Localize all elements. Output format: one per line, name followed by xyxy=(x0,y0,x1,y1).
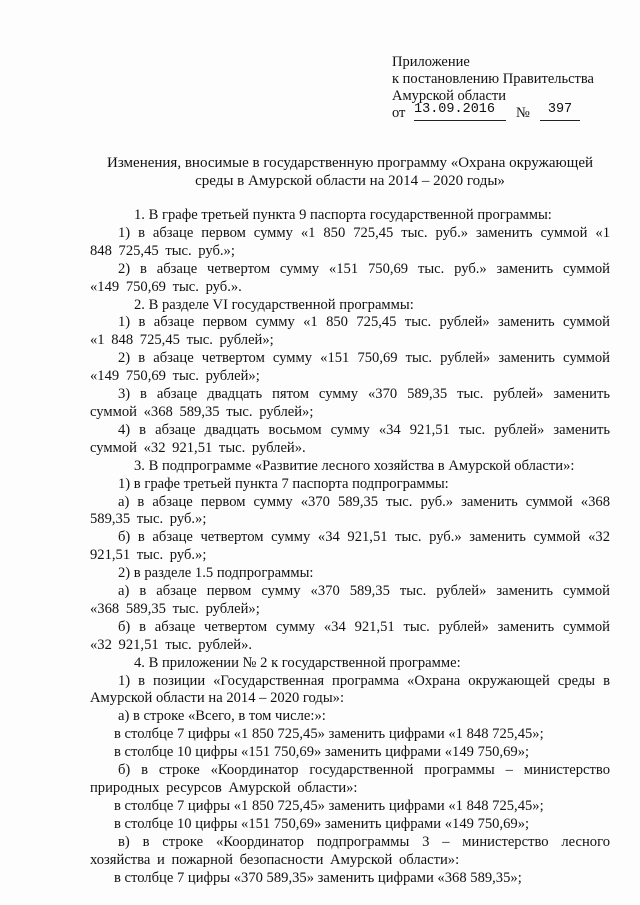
paragraph: 1) в абзаце первом сумму «1 850 725,45 тыс. рублей» заменить суммой «1 848 725,45 тыс. рублей»; xyxy=(90,314,610,349)
paragraph: б) в абзаце четвертом сумму «34 921,51 тыс. рублей» заменить суммой «32 921,51 тыс. рублей». xyxy=(90,618,610,653)
paragraph: б) в абзаце четвертом сумму «34 921,51 тыс. руб.» заменить суммой «32 921,51 тыс. руб.»; xyxy=(90,529,610,564)
attachment-resolution: к постановлению Правительства xyxy=(392,71,594,87)
paragraph: а) в абзаце первом сумму «370 589,35 тыс. рублей» заменить суммой «368 589,35 тыс. рублей»; xyxy=(90,583,610,617)
title-line-1: Изменения, вносимые в государственную программу «Охрана окружающей xyxy=(107,155,593,171)
paragraph: 1. В графе третьей пункта 9 паспорта государственной программы: xyxy=(134,207,552,223)
paragraph: 2) в абзаце четвертом сумму «151 750,69 тыс. рублей» заменить суммой «149 750,69 тыс. рублей»; xyxy=(90,350,610,385)
resolution-date: 13.09.2016 xyxy=(414,101,506,121)
paragraph: 1) в позиции «Государственная программа «Охрана окружающей среды в Амурской области на 2014 – 2020 годы»: xyxy=(90,672,610,707)
paragraph: 2) в разделе 1.5 подпрограммы: xyxy=(118,565,314,582)
paragraph: 4) в абзаце двадцать восьмом сумму «34 921,51 тыс. рублей» заменить суммой «32 921,51 тыс. рублей». xyxy=(90,421,610,456)
paragraph: в) в строке «Координатор подпрограммы 3 – министерство лесного хозяйства и пожарной безопасности Амурской области»: xyxy=(90,833,610,868)
document-title xyxy=(90,154,610,190)
paragraph: 2) в абзаце четвертом сумму «151 750,69 тыс. руб.» заменить суммой «149 750,69 тыс. руб.». xyxy=(90,260,610,295)
paragraph: 3) в абзаце двадцать пятом сумму «370 589,35 тыс. рублей» заменить суммой «368 589,35 тыс. рублей»; xyxy=(90,386,610,420)
resolution-number: 397 xyxy=(540,101,580,121)
paragraph: в столбце 7 цифры «1 850 725,45» заменить цифрами «1 848 725,45»; xyxy=(114,726,544,743)
attachment-heading: Приложение xyxy=(392,54,470,70)
paragraph: в столбце 10 цифры «151 750,69» заменить цифрами «149 750,69»; xyxy=(114,815,530,832)
paragraph: а) в абзаце первом сумму «370 589,35 тыс. руб.» заменить суммой «368 589,35 тыс. руб.»; xyxy=(90,493,610,528)
title-line-2: среды в Амурской области на 2014 – 2020 годы» xyxy=(195,173,505,189)
attachment-block xyxy=(392,54,632,123)
paragraph: 1) в графе третьей пункта 7 паспорта подпрограммы: xyxy=(118,475,449,492)
paragraph: в столбце 7 цифры «370 589,35» заменить цифрами «368 589,35»; xyxy=(114,869,522,886)
date-label: от xyxy=(392,105,406,121)
paragraph: 2. В разделе VI государственной программы: xyxy=(134,296,414,313)
paragraph: 4. В приложении № 2 к государственной программе: xyxy=(134,654,461,671)
paragraph: б) в строке «Координатор государственной программы – министерство природных ресурсов Амурской области»: xyxy=(90,762,610,796)
number-label: № xyxy=(516,105,530,121)
resolution-date-number xyxy=(392,102,632,123)
paragraph: 1) в абзаце первом сумму «1 850 725,45 тыс. руб.» заменить суммой «1 848 725,45 тыс. руб.»; xyxy=(90,224,610,259)
paragraph: 3. В подпрограмме «Развитие лесного хозяйства в Амурской области»: xyxy=(134,457,575,474)
document-body xyxy=(90,207,610,887)
paragraph: в столбце 10 цифры «151 750,69» заменить цифрами «149 750,69»; xyxy=(114,744,530,761)
paragraph: в столбце 7 цифры «1 850 725,45» заменить цифрами «1 848 725,45»; xyxy=(114,797,544,814)
attachment-region: Амурской области xyxy=(392,88,506,104)
paragraph: а) в строке «Всего, в том числе:»: xyxy=(118,708,326,725)
